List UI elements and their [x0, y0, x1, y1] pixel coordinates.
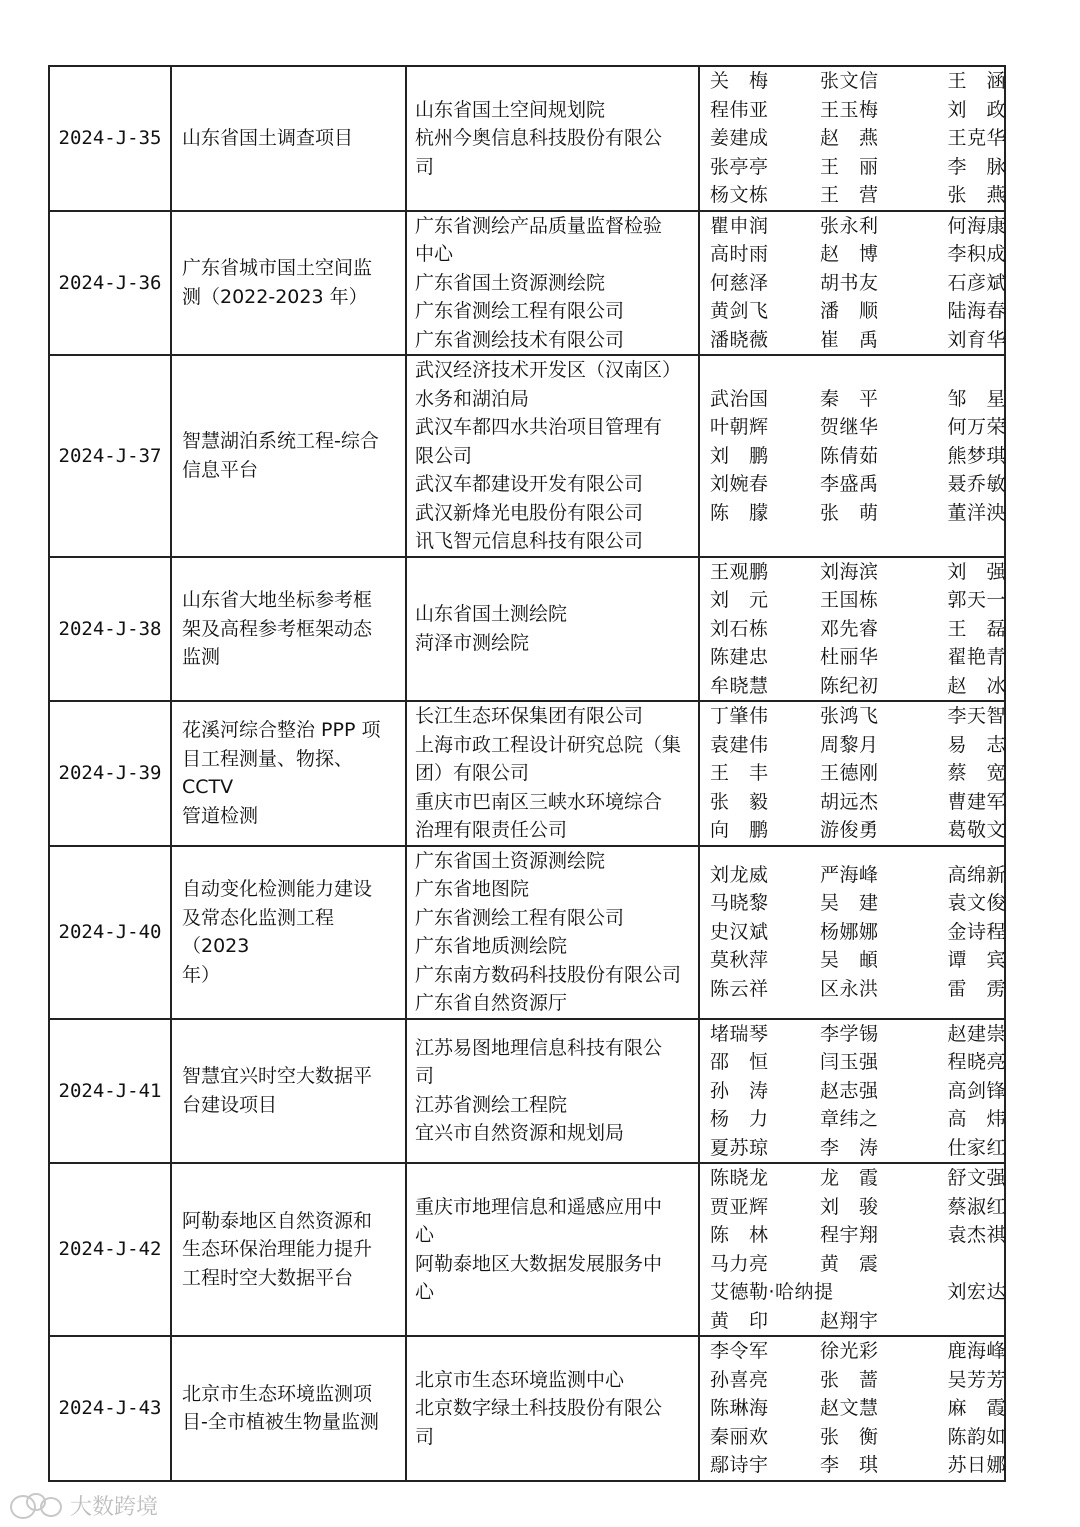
organization-line: 武汉车都建设开发有限公司: [415, 473, 644, 495]
person-name: 葛敬文: [947, 819, 1006, 841]
person-name: 翟艳青: [947, 646, 1006, 668]
person-name: 程伟亚: [710, 98, 769, 121]
project-name-line: 测（2022-2023 年）: [182, 285, 368, 308]
people: [699, 1019, 1005, 1164]
watermark-logo-icon: [10, 1493, 62, 1519]
project-name-line: 生态环保治理能力提升: [182, 1238, 373, 1261]
person-name: 舒文强: [947, 1167, 1006, 1189]
people: [699, 211, 1005, 356]
person-name: 袁杰祺: [947, 1224, 1006, 1246]
person-name: 叶朝辉: [710, 416, 769, 438]
project-name-line: 及常态化监测工程（2023: [182, 906, 335, 957]
person-name: 邓先睿: [820, 617, 879, 640]
person-name: 陈 林: [710, 1224, 769, 1246]
organization-line: 心: [415, 1224, 435, 1246]
project-id: 2024-J-38: [49, 557, 171, 702]
project-name: [171, 355, 406, 557]
person-name: 王 丰: [710, 762, 769, 784]
person-name: 赵建崇: [947, 1022, 1006, 1045]
person-name: 周黎月: [820, 733, 879, 756]
organization-line: 水务和湖泊局: [415, 387, 530, 410]
person-name: 莫秋萍: [710, 949, 769, 972]
project-name-line: 智慧宜兴时空大数据平: [182, 1065, 373, 1088]
person-name: 高剑锋: [947, 1079, 1006, 1102]
project-id: 2024-J-41: [49, 1019, 171, 1164]
person-name: 马力亮: [710, 1252, 769, 1275]
person-name: 陈琳海: [710, 1397, 769, 1419]
organization-line: 讯飞智元信息科技有限公司: [415, 530, 644, 552]
table-row: [49, 1163, 1005, 1336]
organizations: [406, 1163, 699, 1336]
person-name: 李 琪: [820, 1454, 879, 1476]
person-name: 金诗程: [947, 920, 1006, 943]
person-name: 刘龙威: [710, 863, 769, 886]
project-name-line: 目-全市植被生物量监测: [182, 1411, 379, 1434]
person-name: 潘晓薇: [710, 328, 769, 351]
person-name: 雷 雳: [947, 977, 1006, 1000]
person-name: 谭 宾: [947, 949, 1006, 972]
person-name: 高 炜: [947, 1108, 1006, 1130]
table-row: [49, 1019, 1005, 1164]
person-name: 何万荣: [947, 416, 1006, 438]
table-row: [49, 211, 1005, 356]
organization-line: 江苏易图地理信息科技有限公: [415, 1036, 663, 1059]
person-name: 徐光彩: [820, 1340, 879, 1362]
person-name: 赵翔宇: [820, 1309, 879, 1332]
person-name: 杨娜娜: [820, 920, 879, 943]
person-name: 李天智: [947, 705, 1006, 727]
person-name: 李令军: [710, 1340, 769, 1362]
project-name-line: 年）: [182, 963, 221, 986]
organization-line: 广东省地图院: [415, 878, 530, 900]
person-name: 张 燕: [947, 184, 1006, 206]
person-name: 刘宏达: [947, 1281, 1006, 1303]
person-name: 丁肇伟: [710, 705, 769, 727]
person-name: 张永利: [820, 214, 879, 237]
person-name: 刘石栋: [710, 617, 769, 640]
organization-line: 广东省测绘产品质量监督检验: [415, 214, 663, 237]
person-name: 李积成: [947, 243, 1006, 265]
person-name: 袁建伟: [710, 733, 769, 756]
person-name: 牟晓慧: [710, 674, 769, 697]
project-id: 2024-J-35: [49, 66, 171, 211]
project-name: [171, 557, 406, 702]
person-name: 李 脉: [947, 155, 1006, 178]
watermark: [10, 1490, 158, 1521]
person-name: 陈云祥: [710, 977, 769, 1000]
people: [699, 66, 1005, 211]
person-name: 吴芳芳: [947, 1368, 1006, 1391]
person-name: 赵 冰: [947, 674, 1006, 697]
people: [699, 846, 1005, 1019]
person-name: 李 涛: [820, 1136, 879, 1159]
organization-line: 山东省国土空间规划院: [415, 98, 606, 121]
award-table: [48, 65, 1006, 1482]
person-name: 王观鹏: [710, 560, 769, 583]
project-name-line: 山东省大地坐标参考框: [182, 589, 373, 611]
organization-line: 杭州今奥信息科技股份有限公: [415, 127, 663, 149]
person-name: 黄剑飞: [710, 300, 769, 322]
person-name: 张 毅: [710, 790, 769, 813]
person-name: 刘 强: [947, 560, 1006, 583]
table-row: [49, 557, 1005, 702]
person-name: 艾德勒·哈纳提: [710, 1281, 834, 1303]
organization-line: 广东省测绘工程有限公司: [415, 300, 625, 322]
organizations: [406, 557, 699, 702]
project-id: 2024-J-36: [49, 211, 171, 356]
organization-line: 广东省自然资源厅: [415, 992, 568, 1014]
person-name: 张 萌: [820, 501, 879, 524]
project-id: 2024-J-37: [49, 355, 171, 557]
project-id: 2024-J-43: [49, 1336, 171, 1481]
person-name: 贺继华: [820, 416, 879, 438]
organization-line: 广东省国土资源测绘院: [415, 271, 606, 294]
person-name: 陈建忠: [710, 646, 769, 668]
people: [699, 1336, 1005, 1481]
organization-line: 司: [415, 155, 435, 178]
person-name: 王 涵: [947, 70, 1006, 92]
person-name: 堵瑞琴: [710, 1022, 769, 1045]
person-name: 贾亚辉: [710, 1195, 769, 1218]
people: [699, 355, 1005, 557]
person-name: 董洋泱: [947, 501, 1006, 524]
person-name: 何海康: [947, 214, 1006, 237]
organization-line: 长江生态环保集团有限公司: [415, 705, 644, 727]
person-name: 张鸿飞: [820, 705, 879, 727]
project-name-line: 自动变化检测能力建设: [182, 878, 373, 900]
project-name: [171, 701, 406, 846]
person-name: 陈倩茹: [820, 444, 879, 467]
person-name: 王国栋: [820, 589, 879, 611]
person-name: 龙 霞: [820, 1167, 879, 1189]
organization-line: 江苏省测绘工程院: [415, 1093, 568, 1116]
person-name: 仕家红: [947, 1136, 1006, 1159]
table-row: [49, 1336, 1005, 1481]
person-name: 黄 印: [710, 1309, 769, 1332]
person-name: 潘 顺: [820, 300, 879, 322]
watermark-text: 大数跨境: [70, 1495, 159, 1520]
person-name: 刘 骏: [820, 1195, 879, 1218]
person-name: 刘 鹏: [710, 444, 769, 467]
person-name: 吴 建: [820, 892, 879, 915]
table-row: [49, 846, 1005, 1019]
person-name: 曹建军: [947, 790, 1006, 813]
person-name: 崔 禹: [820, 328, 879, 351]
person-name: 严海峰: [820, 863, 879, 886]
person-name: 赵文慧: [820, 1397, 879, 1419]
person-name: 麻 霞: [947, 1397, 1006, 1419]
project-name-line: 目工程测量、物探、CCTV: [182, 747, 354, 799]
person-name: 王 营: [820, 184, 879, 206]
person-name: 孙喜亮: [710, 1368, 769, 1391]
person-name: 秦丽欢: [710, 1425, 769, 1448]
person-name: 刘 元: [710, 589, 769, 611]
project-id: 2024-J-39: [49, 701, 171, 846]
person-name: 区永洪: [820, 977, 879, 1000]
person-name: 聂乔敏: [947, 473, 1006, 495]
person-name: 李学锡: [820, 1022, 879, 1045]
table-row: [49, 701, 1005, 846]
organization-line: 广东省国土资源测绘院: [415, 849, 606, 872]
organization-line: 武汉新烽光电股份有限公司: [415, 501, 644, 524]
person-name: 赵 博: [820, 243, 879, 265]
organization-line: 菏泽市测绘院: [415, 631, 530, 654]
person-name: 程宇翔: [820, 1224, 879, 1246]
organization-line: 上海市政工程设计研究总院（集: [415, 733, 682, 756]
person-name: 王 丽: [820, 155, 879, 178]
organization-line: 限公司: [415, 444, 473, 467]
person-name: 王玉梅: [820, 98, 879, 121]
person-name: 杨文栋: [710, 184, 769, 206]
person-name: 袁文俊: [947, 892, 1006, 915]
person-name: 刘婉春: [710, 473, 769, 495]
person-name: 蔡淑红: [947, 1195, 1006, 1218]
organizations: [406, 355, 699, 557]
organization-line: 北京数字绿土科技股份有限公: [415, 1397, 663, 1419]
organization-line: 武汉经济技术开发区（汉南区）: [415, 359, 682, 381]
project-name-line: 花溪河综合整治 PPP 项: [182, 719, 381, 742]
organization-line: 武汉车都四水共治项目管理有: [415, 416, 663, 438]
person-name: 游俊勇: [820, 819, 879, 841]
person-name: 杜丽华: [820, 646, 879, 668]
table-row: [49, 66, 1005, 211]
person-name: 赵志强: [820, 1079, 879, 1102]
project-name-line: 智慧湖泊系统工程-综合: [182, 430, 379, 453]
person-name: 熊梦琪: [947, 444, 1006, 467]
person-name: 邹 星: [947, 387, 1006, 410]
person-name: 闫玉强: [820, 1051, 879, 1073]
person-name: 武治国: [710, 387, 769, 410]
organization-line: 中心: [415, 243, 454, 265]
organization-line: 心: [415, 1281, 435, 1303]
person-name: 秦 平: [820, 387, 879, 410]
project-name-line: 架及高程参考框架动态: [182, 617, 373, 640]
organizations: [406, 211, 699, 356]
project-name: [171, 846, 406, 1019]
person-name: 姜建成: [710, 127, 769, 149]
person-name: 章纬之: [820, 1108, 879, 1130]
person-name: 程晓亮: [947, 1051, 1006, 1073]
organization-line: 广东省地质测绘院: [415, 935, 568, 957]
organization-line: 广东省测绘技术有限公司: [415, 328, 625, 351]
person-name: 王 磊: [947, 617, 1006, 640]
table-row: [49, 355, 1005, 557]
people: [699, 701, 1005, 846]
organization-line: 北京市生态环境监测中心: [415, 1368, 625, 1391]
person-name: [930, 1250, 1014, 1279]
project-name: [171, 1019, 406, 1164]
people: [699, 1163, 1005, 1336]
project-name-line: 阿勒泰地区自然资源和: [182, 1209, 373, 1232]
person-name: 孙 涛: [710, 1079, 769, 1102]
organization-line: 司: [415, 1065, 435, 1088]
person-name: 胡远杰: [820, 790, 879, 813]
person-name: 石彦斌: [947, 271, 1006, 294]
person-name: [820, 1278, 930, 1307]
organization-line: 宜兴市自然资源和规划局: [415, 1122, 625, 1145]
person-name: 郭天一: [947, 589, 1006, 611]
person-name: 陈晓龙: [710, 1167, 769, 1189]
project-name-line: 管道检测: [182, 804, 259, 827]
person-name: 陆海春: [947, 300, 1006, 322]
person-name: 苏日娜: [947, 1454, 1006, 1476]
project-name: [171, 211, 406, 356]
person-name: 李盛禹: [820, 473, 879, 495]
person-name: 瞿申润: [710, 214, 769, 237]
organization-line: 山东省国土测绘院: [415, 603, 568, 626]
project-name-line: 北京市生态环境监测项: [182, 1382, 373, 1405]
person-name: 黄 震: [820, 1252, 879, 1275]
person-name: 向 鹏: [710, 819, 769, 841]
person-name: 陈韵如: [947, 1425, 1006, 1448]
person-name: [930, 1307, 1014, 1336]
organizations: [406, 701, 699, 846]
project-name: [171, 1163, 406, 1336]
project-name-line: 监测: [182, 646, 221, 668]
person-name: 张 衡: [820, 1425, 879, 1448]
person-name: 史汉斌: [710, 920, 769, 943]
project-name: [171, 66, 406, 211]
project-id: 2024-J-42: [49, 1163, 171, 1336]
organization-line: 广东南方数码科技股份有限公司: [415, 963, 682, 986]
organization-line: 重庆市地理信息和遥感应用中: [415, 1195, 663, 1218]
organization-line: 治理有限责任公司: [415, 819, 568, 841]
person-name: 陈 朦: [710, 501, 769, 524]
project-name-line: 广东省城市国土空间监: [182, 257, 373, 280]
organizations: [406, 846, 699, 1019]
person-name: 赵 燕: [820, 127, 879, 149]
project-name-line: 信息平台: [182, 458, 259, 481]
person-name: 关 梅: [710, 70, 769, 92]
person-name: 王克华: [947, 127, 1006, 149]
people: [699, 557, 1005, 702]
organizations: [406, 1019, 699, 1164]
organization-line: 广东省测绘工程有限公司: [415, 906, 625, 929]
organization-line: 重庆市巴南区三峡水环境综合: [415, 790, 663, 813]
organization-line: 阿勒泰地区大数据发展服务中: [415, 1252, 663, 1275]
person-name: 鄢诗宇: [710, 1454, 769, 1476]
organization-line: 司: [415, 1425, 435, 1448]
project-name-line: 山东省国土调查项目: [182, 127, 354, 149]
organization-line: 团）有限公司: [415, 762, 530, 784]
person-name: 杨 力: [710, 1108, 769, 1130]
person-name: 王德刚: [820, 762, 879, 784]
person-name: 陈纪初: [820, 674, 879, 697]
person-name: 夏苏琼: [710, 1136, 769, 1159]
person-name: 何慈泽: [710, 271, 769, 294]
organizations: [406, 1336, 699, 1481]
project-id: 2024-J-40: [49, 846, 171, 1019]
project-name-line: 台建设项目: [182, 1093, 278, 1116]
person-name: 张文信: [820, 70, 879, 92]
person-name: 张亭亭: [710, 155, 769, 178]
person-name: 邵 恒: [710, 1051, 769, 1073]
person-name: 张 蔷: [820, 1368, 879, 1391]
person-name: 易 志: [947, 733, 1006, 756]
person-name: 吴 頔: [820, 949, 879, 972]
person-name: 胡书友: [820, 271, 879, 294]
person-name: 马晓黎: [710, 892, 769, 915]
person-name: 高绵新: [947, 863, 1006, 886]
person-name: 刘海滨: [820, 560, 879, 583]
person-name: 蔡 宽: [947, 762, 1006, 784]
organizations: [406, 66, 699, 211]
project-name-line: 工程时空大数据平台: [182, 1266, 354, 1289]
project-name: [171, 1336, 406, 1481]
person-name: 刘育华: [947, 328, 1006, 351]
person-name: 刘 政: [947, 98, 1006, 121]
person-name: 高时雨: [710, 243, 769, 265]
person-name: 鹿海峰: [947, 1340, 1006, 1362]
